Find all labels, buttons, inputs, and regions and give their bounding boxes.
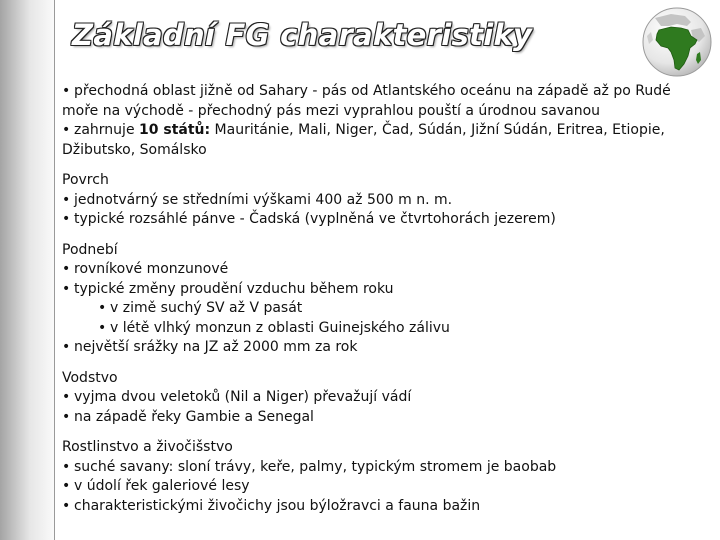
bullet: • [62,339,71,355]
list-item-text: největší srážky na JZ až 2000 mm za rok [74,339,358,355]
section-heading-water: Vodstvo [62,369,118,386]
list-item [62,338,702,358]
list-item-text: typické změny proudění vzduchu během roku [74,280,394,297]
list-item-text: na západě řeky Gambie a Senegal [74,408,314,425]
intro-line-4: Džibutsko, Somálsko [62,141,207,158]
slide-body [62,82,702,516]
intro-line-2: moře na východě - přechodný pás mezi vyprahlou pouští a úrodnou savanou [62,102,601,119]
section-heading-surface: Povrch [62,172,109,188]
list-item [62,477,702,497]
section-heading-flora: Rostlinstvo a živočišstvo [62,439,233,455]
list-item-text: rovníkové monzunové [74,261,229,277]
list-item [62,497,702,517]
list-item-text: typické rozsáhlé pánve - Čadská (vyplněná ve čtvrtohorách jezerem) [74,211,556,227]
intro-text: zahrnuje [74,122,140,138]
list-item-text: jednotvárný se středními výškami 400 až 500 m n. m. [74,191,453,208]
intro-text: Mauritánie, Mali, Niger, Čad, Súdán, Jižní Súdán, Eritrea, Etiopie, [210,122,665,138]
list-item [62,388,702,408]
section-heading-climate: Podnebí [62,241,118,258]
list-item [62,408,702,428]
africa-globe-icon [641,6,713,78]
list-item [62,280,702,300]
bullet: • [62,389,71,405]
list-item-text: v údolí řek galeriové lesy [74,478,250,494]
sub-list-item [62,319,702,339]
bullet: • [98,300,107,316]
list-item-text: charakteristickými živočichy jsou býložravci a fauna bažin [74,497,481,514]
list-item-text: v zimě suchý SV až V pasát [110,300,303,316]
list-item-text: suché savany: sloní trávy, keře, palmy, typickým stromem je baobab [74,458,557,475]
list-item [62,260,702,280]
bullet: • [62,191,71,208]
states-count: 10 států: [139,122,211,138]
bullet: • [62,408,71,425]
bullet: • [62,497,71,514]
bullet: • [98,319,107,336]
intro-line-1 [62,82,702,102]
bullet: • [62,458,71,475]
bullet: • [62,122,71,138]
bullet: • [62,280,71,297]
list-item-text: v létě vlhký monzun z oblasti Guinejského zálivu [110,319,450,336]
bullet: • [62,261,71,277]
left-bar-divider [54,0,55,540]
list-item-text: vyjma dvou veletoků (Nil a Niger) převažují vádí [74,389,412,405]
bullet: • [62,211,71,227]
intro-text: přechodná oblast jižně od Sahary - pás od Atlantského oceánu na západě až po Rudé [74,83,671,99]
sub-list-item [62,299,702,319]
list-item [62,458,702,478]
list-item [62,210,702,230]
left-decorative-bar [0,0,54,540]
bullet: • [62,83,71,99]
list-item [62,191,702,211]
bullet: • [62,478,71,494]
slide-title: Základní FG charakteristiky [72,18,533,52]
intro-line-3 [62,121,702,141]
